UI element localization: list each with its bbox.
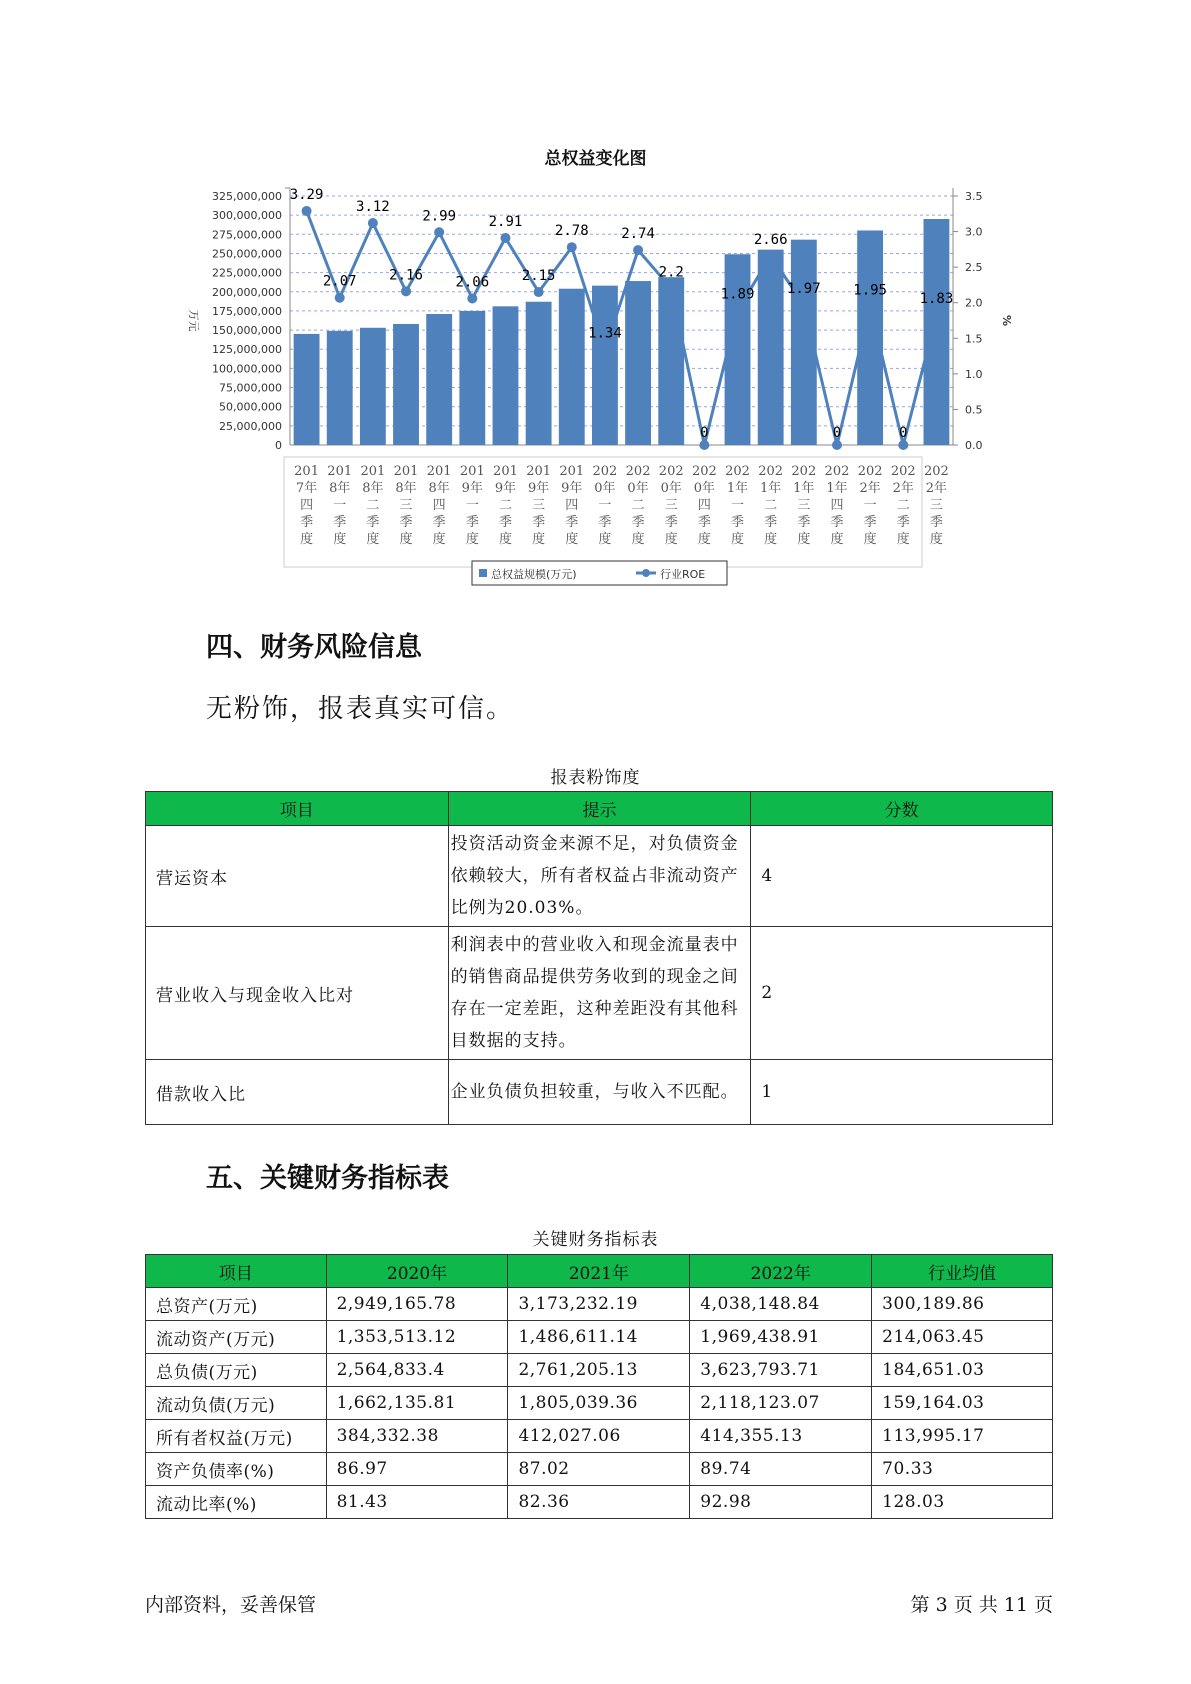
kpi-item-name: 总负债(万元) (146, 1354, 327, 1387)
x-tick-label: 202 (758, 464, 784, 479)
x-tick-label: 202 (592, 464, 618, 479)
x-tick-label: 三 (929, 498, 943, 513)
table-row (146, 1387, 1053, 1420)
kpi-cell: 2,564,833.4 (326, 1354, 508, 1387)
x-tick-label: 季 (532, 515, 546, 530)
x-tick-label: 202 (691, 464, 717, 479)
x-tick-label: 度 (432, 532, 446, 547)
x-tick-label: 度 (366, 532, 380, 547)
risk-hint: 利润表中的营业收入和现金流量表中的销售商品提供劳务收到的现金之间存在一定差距，这种差距没有其他科目数据的支持。 (448, 927, 751, 1060)
x-tick-label: 8年 (329, 481, 351, 496)
x-tick-label: 四 (432, 498, 446, 513)
y2-tick-label: 3.0 (965, 225, 983, 239)
roe-point (600, 345, 610, 355)
roe-point (368, 218, 378, 228)
x-tick-label: 1年 (793, 481, 815, 496)
roe-data-label: 1.89 (720, 286, 755, 303)
y-tick-label: 250,000,000 (212, 247, 282, 261)
x-tick-label: 0年 (660, 481, 682, 496)
kpi-cell: 87.02 (508, 1453, 690, 1486)
table-row (146, 1420, 1053, 1453)
bar (459, 311, 485, 445)
y2-tick-label: 3.5 (965, 190, 983, 203)
risk-score: 2 (751, 927, 1053, 1060)
x-tick-label: 一 (333, 498, 347, 513)
x-tick-label: 201 (459, 464, 485, 479)
x-tick-label: 度 (664, 532, 678, 547)
kpi-cell: 1,353,513.12 (326, 1321, 508, 1354)
x-tick-label: 2年 (892, 481, 914, 496)
x-tick-label: 度 (631, 532, 645, 547)
x-tick-label: 度 (764, 532, 778, 547)
x-tick-label: 四 (830, 498, 844, 513)
y2-tick-label: 2.0 (965, 296, 983, 310)
x-tick-label: 季 (300, 515, 314, 530)
x-tick-label: 季 (731, 515, 745, 530)
bar (327, 331, 353, 445)
x-tick-label: 202 (824, 464, 850, 479)
x-tick-label: 8年 (362, 481, 384, 496)
y-tick-label: 200,000,000 (212, 285, 282, 299)
x-tick-label: 季 (498, 515, 512, 530)
footer-confidential: 内部资料，妥善保管 (145, 1594, 317, 1616)
x-tick-label: 9年 (527, 481, 550, 496)
kpi-item-name: 资产负债率(%) (146, 1453, 327, 1486)
kpi-cell: 70.33 (872, 1453, 1053, 1486)
y-tick-label: 25,000,000 (219, 419, 282, 433)
x-tick-label: 季 (929, 515, 943, 530)
y2-axis-title: % (1000, 314, 1013, 327)
x-tick-label: 一 (465, 498, 479, 513)
table-row (146, 1354, 1053, 1387)
y-tick-label: 0 (275, 439, 282, 452)
x-tick-label: 201 (493, 464, 518, 479)
roe-point (302, 206, 312, 216)
kpi-cell: 412,027.06 (508, 1420, 690, 1453)
legend-line-marker (642, 569, 650, 577)
x-tick-label: 度 (929, 532, 943, 547)
y-tick-label: 300,000,000 (212, 209, 282, 223)
y-tick-label: 175,000,000 (212, 304, 282, 318)
y-tick-label: 100,000,000 (212, 362, 282, 376)
x-tick-label: 季 (565, 515, 579, 530)
roe-point (401, 286, 411, 296)
bar (559, 289, 585, 445)
y-tick-label: 50,000,000 (219, 400, 282, 414)
kpi-cell: 2,761,205.13 (508, 1354, 690, 1387)
roe-data-label: 2.66 (753, 231, 788, 248)
x-tick-label: 季 (598, 515, 612, 530)
x-tick-label: 201 (526, 464, 552, 479)
risk-table-caption: 报表粉饰度 (550, 768, 641, 788)
x-tick-label: 度 (565, 532, 579, 547)
x-tick-label: 0年 (594, 481, 616, 496)
x-tick-label: 度 (465, 532, 479, 547)
x-tick-label: 度 (697, 532, 711, 547)
kpi-table (145, 1254, 1053, 1519)
kpi-cell: 2,949,165.78 (326, 1288, 508, 1321)
risk-hint: 投资活动资金来源不足，对负债资金依赖较大，所有者权益占非流动资产比例为20.03%。 (448, 826, 751, 927)
kpi-item-name: 流动比率(%) (146, 1486, 327, 1519)
roe-point (865, 301, 875, 311)
x-tick-label: 201 (360, 464, 386, 479)
bar (493, 306, 519, 445)
roe-point (534, 287, 544, 297)
x-tick-label: 202 (924, 464, 949, 479)
table-row (146, 1486, 1053, 1519)
x-tick-label: 度 (896, 532, 910, 547)
roe-point (766, 251, 776, 261)
risk-table (145, 791, 1053, 1125)
x-tick-label: 度 (498, 532, 512, 547)
chart-title: 总权益变化图 (544, 149, 647, 169)
bar (294, 334, 320, 445)
roe-data-label: 2.06 (455, 274, 490, 291)
legend-bar-label: 总权益规模(万元) (491, 568, 577, 581)
risk-score: 1 (751, 1060, 1053, 1125)
x-tick-label: 2年 (925, 481, 948, 496)
x-tick-label: 季 (764, 515, 778, 530)
x-tick-label: 二 (631, 498, 645, 513)
bar (526, 302, 552, 445)
x-tick-label: 202 (890, 464, 916, 479)
legend-bar-swatch (479, 569, 487, 577)
x-tick-label: 二 (498, 498, 512, 513)
roe-point (434, 227, 444, 237)
roe-data-label: 2.2 (658, 264, 684, 281)
kpi-cell: 1,969,438.91 (690, 1321, 872, 1354)
kpi-cell: 113,995.17 (872, 1420, 1053, 1453)
x-tick-label: 201 (426, 464, 452, 479)
x-tick-label: 四 (565, 498, 579, 513)
roe-data-label: 3.12 (356, 199, 390, 216)
table-row (146, 826, 1053, 927)
roe-data-label: 1.97 (786, 280, 821, 297)
roe-point (931, 310, 941, 320)
kpi-cell: 82.36 (508, 1486, 690, 1519)
x-tick-label: 三 (664, 498, 678, 513)
risk-header-score: 分数 (751, 792, 1053, 826)
x-tick-label: 202 (725, 464, 750, 479)
x-tick-label: 1年 (760, 481, 782, 496)
kpi-header: 行业均值 (872, 1255, 1053, 1288)
kpi-header: 2021年 (508, 1255, 690, 1288)
x-tick-label: 度 (300, 532, 314, 547)
kpi-cell: 86.97 (326, 1453, 508, 1486)
x-tick-label: 季 (465, 515, 479, 530)
x-tick-label: 二 (366, 498, 380, 513)
bar (658, 277, 684, 445)
y2-tick-label: 0.0 (965, 439, 983, 452)
kpi-cell: 300,189.86 (872, 1288, 1053, 1321)
kpi-header: 2020年 (326, 1255, 508, 1288)
x-tick-label: 季 (863, 515, 877, 530)
roe-data-label: 2.07 (322, 273, 357, 290)
x-tick-label: 四 (300, 498, 314, 513)
table-row (146, 1453, 1053, 1486)
x-tick-label: 201 (294, 464, 319, 479)
y-tick-label: 275,000,000 (212, 228, 282, 242)
kpi-cell: 2,118,123.07 (690, 1387, 872, 1420)
risk-summary-text: 无粉饰，报表真实可信。 (206, 694, 515, 724)
kpi-cell: 384,332.38 (326, 1420, 508, 1453)
x-tick-label: 9年 (561, 481, 583, 496)
bar (393, 324, 419, 445)
bar (923, 219, 949, 445)
y-tick-label: 225,000,000 (212, 266, 282, 280)
y-tick-label: 75,000,000 (219, 381, 282, 395)
x-tick-label: 季 (333, 515, 347, 530)
kpi-item-name: 流动负债(万元) (146, 1387, 327, 1420)
y2-tick-label: 1.0 (965, 367, 983, 381)
x-tick-label: 202 (658, 464, 684, 479)
table-row (146, 1288, 1053, 1321)
roe-data-label: 3.29 (289, 186, 324, 203)
roe-data-label: 0 (899, 425, 908, 441)
table-row (146, 1321, 1053, 1354)
kpi-cell: 128.03 (872, 1486, 1053, 1519)
x-tick-label: 一 (598, 498, 612, 513)
bar (426, 314, 452, 445)
x-tick-label: 201 (327, 464, 353, 479)
roe-data-label: 2.16 (389, 267, 423, 284)
kpi-table-caption: 关键财务指标表 (532, 1230, 659, 1250)
x-tick-label: 7年 (295, 481, 318, 496)
y2-tick-label: 2.5 (965, 261, 983, 275)
risk-hint: 企业负债负担较重，与收入不匹配。 (448, 1060, 751, 1125)
kpi-cell: 414,355.13 (690, 1420, 872, 1453)
kpi-cell: 89.74 (690, 1453, 872, 1486)
section-heading-risk: 四、财务风险信息 (206, 632, 422, 663)
kpi-cell: 1,662,135.81 (326, 1387, 508, 1420)
roe-point (467, 293, 477, 303)
roe-point (500, 233, 510, 243)
kpi-cell: 81.43 (326, 1486, 508, 1519)
x-tick-label: 1年 (826, 481, 848, 496)
x-tick-label: 季 (631, 515, 645, 530)
roe-point (633, 245, 643, 255)
x-tick-label: 度 (863, 532, 877, 547)
x-tick-label: 0年 (627, 481, 649, 496)
roe-data-label: 2.78 (554, 223, 589, 240)
bar (592, 286, 618, 445)
roe-data-label: 1.34 (588, 325, 622, 342)
kpi-cell: 3,173,232.19 (508, 1288, 690, 1321)
kpi-cell: 214,063.45 (872, 1321, 1053, 1354)
x-tick-label: 季 (432, 515, 446, 530)
roe-data-label: 2.91 (488, 213, 523, 230)
table-row (146, 1060, 1053, 1125)
x-tick-label: 二 (896, 498, 910, 513)
kpi-cell: 3,623,793.71 (690, 1354, 872, 1387)
x-tick-label: 0年 (693, 481, 716, 496)
kpi-header: 项目 (146, 1255, 327, 1288)
x-tick-label: 8年 (428, 481, 450, 496)
y2-tick-label: 0.5 (965, 403, 983, 417)
x-tick-label: 三 (399, 498, 413, 513)
roe-data-label: 2.15 (521, 268, 556, 285)
roe-data-label: 2.74 (621, 226, 655, 243)
y-tick-label: 325,000,000 (212, 190, 282, 203)
kpi-cell: 159,164.03 (872, 1387, 1053, 1420)
x-tick-label: 度 (731, 532, 745, 547)
x-tick-label: 一 (731, 498, 745, 513)
roe-point (666, 283, 676, 293)
x-tick-label: 度 (797, 532, 811, 547)
kpi-item-name: 流动资产(万元) (146, 1321, 327, 1354)
x-tick-label: 二 (764, 498, 778, 513)
x-tick-label: 一 (863, 498, 877, 513)
bar (758, 250, 784, 445)
risk-header-item: 项目 (146, 792, 449, 826)
x-tick-label: 四 (697, 498, 711, 513)
roe-point (733, 306, 743, 316)
y2-tick-label: 1.5 (965, 332, 983, 346)
x-tick-label: 度 (598, 532, 612, 547)
x-tick-label: 度 (399, 532, 413, 547)
roe-point (799, 300, 809, 310)
kpi-cell: 4,038,148.84 (690, 1288, 872, 1321)
roe-data-label: 1.83 (919, 290, 954, 307)
roe-point (567, 242, 577, 252)
kpi-cell: 184,651.03 (872, 1354, 1053, 1387)
x-tick-label: 201 (559, 464, 585, 479)
x-tick-label: 季 (399, 515, 413, 530)
x-tick-label: 季 (830, 515, 844, 530)
x-tick-label: 三 (532, 498, 546, 513)
x-tick-label: 9年 (494, 481, 517, 496)
risk-item: 营业收入与现金收入比对 (146, 927, 449, 1060)
x-tick-label: 季 (797, 515, 811, 530)
x-tick-label: 季 (664, 515, 678, 530)
roe-data-label: 0 (832, 425, 842, 441)
kpi-cell: 92.98 (690, 1486, 872, 1519)
x-tick-label: 202 (625, 464, 651, 479)
risk-score: 4 (751, 826, 1053, 927)
bar (360, 328, 386, 445)
x-tick-label: 202 (791, 464, 817, 479)
x-tick-label: 三 (797, 498, 811, 513)
x-tick-label: 8年 (395, 481, 417, 496)
roe-point (335, 293, 345, 303)
risk-item: 营运资本 (146, 826, 449, 927)
y-tick-label: 125,000,000 (212, 343, 282, 357)
x-tick-label: 季 (697, 515, 711, 530)
x-tick-label: 1年 (726, 481, 749, 496)
roe-data-label: 1.95 (853, 282, 887, 299)
equity-chart (0, 0, 1191, 600)
kpi-item-name: 所有者权益(万元) (146, 1420, 327, 1453)
x-tick-label: 201 (393, 464, 419, 479)
kpi-item-name: 总资产(万元) (146, 1288, 327, 1321)
kpi-cell: 1,805,039.36 (508, 1387, 690, 1420)
roe-point (699, 440, 709, 450)
roe-data-label: 2.99 (422, 208, 457, 225)
y-axis-title: 万元 (187, 309, 200, 332)
y-tick-label: 150,000,000 (212, 324, 282, 338)
x-tick-label: 2年 (859, 481, 881, 496)
risk-header-hint: 提示 (448, 792, 751, 826)
x-tick-label: 季 (896, 515, 910, 530)
roe-data-label: 0 (700, 425, 709, 441)
x-tick-label: 9年 (461, 481, 483, 496)
roe-point (898, 440, 908, 450)
footer-page-number: 第 3 页 共 11 页 (910, 1594, 1053, 1616)
legend-line-label: 行业ROE (660, 568, 706, 581)
risk-item: 借款收入比 (146, 1060, 449, 1125)
roe-point (832, 440, 842, 450)
bar (625, 281, 651, 445)
kpi-header: 2022年 (690, 1255, 872, 1288)
x-tick-label: 度 (532, 532, 546, 547)
section-heading-kpi: 五、关键财务指标表 (206, 1163, 449, 1194)
kpi-cell: 1,486,611.14 (508, 1321, 690, 1354)
table-row (146, 927, 1053, 1060)
x-tick-label: 202 (857, 464, 883, 479)
x-tick-label: 度 (333, 532, 347, 547)
x-tick-label: 度 (830, 532, 844, 547)
x-tick-label: 季 (366, 515, 380, 530)
